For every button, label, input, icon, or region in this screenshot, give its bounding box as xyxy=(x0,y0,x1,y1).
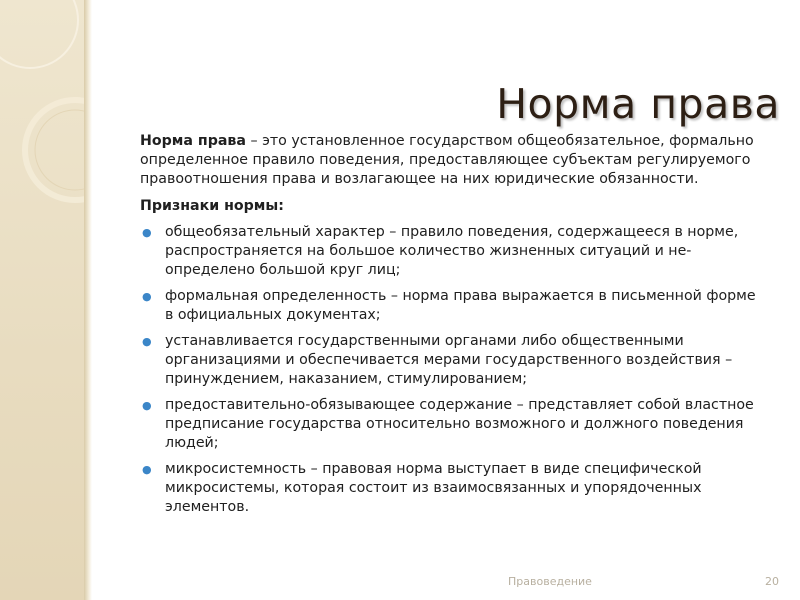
feature-text: формальная определенность – норма права выражается в письменной форме в официальных документах; xyxy=(165,288,756,323)
feature-item xyxy=(140,287,765,325)
decorative-sidebar xyxy=(0,0,92,600)
bullet-icon: ● xyxy=(142,399,152,412)
sidebar-edge xyxy=(84,0,92,600)
features-heading: Признаки нормы: xyxy=(140,198,284,214)
slide-content xyxy=(140,132,765,524)
definition-text: – это установленное государством общеобязательное, формально определенное правило поведения, предоставляющее субъектам регулируемого правоотношения права и возлагающее на них юридические обязанности. xyxy=(140,133,754,187)
bullet-icon: ● xyxy=(142,463,152,476)
feature-item xyxy=(140,460,765,517)
slide-title: Норма права xyxy=(496,80,780,128)
sidebar-circles-decoration xyxy=(0,0,92,600)
feature-item xyxy=(140,332,765,389)
feature-item xyxy=(140,396,765,453)
page-number: 20 xyxy=(765,575,779,588)
feature-text: устанавливается государственными органами либо общественными организациями и обеспечивается мерами государственного воздействия – принуждением, наказанием, стимулированием; xyxy=(165,333,733,387)
bullet-icon: ● xyxy=(142,290,152,303)
feature-text: предоставительно-обязывающее содержание – представляет собой властное предписание государства относительно возможного и должного поведения людей; xyxy=(165,397,754,451)
feature-text: общеобязательный характер – правило поведения, содержащееся в норме, распространяется на большое количество жизненных ситуаций и не-определено большой круг лиц; xyxy=(165,224,739,278)
footer-text: Правоведение xyxy=(508,575,592,588)
feature-text: микросистемность – правовая норма выступает в виде специфической микросистемы, которая состоит из взаимосвязанных и упорядоченных элементов. xyxy=(165,461,702,515)
bullet-icon: ● xyxy=(142,335,152,348)
definition-term: Норма права xyxy=(140,133,246,149)
definition-paragraph xyxy=(140,132,765,189)
bullet-icon: ● xyxy=(142,226,152,239)
features-list xyxy=(140,223,765,517)
feature-item xyxy=(140,223,765,280)
